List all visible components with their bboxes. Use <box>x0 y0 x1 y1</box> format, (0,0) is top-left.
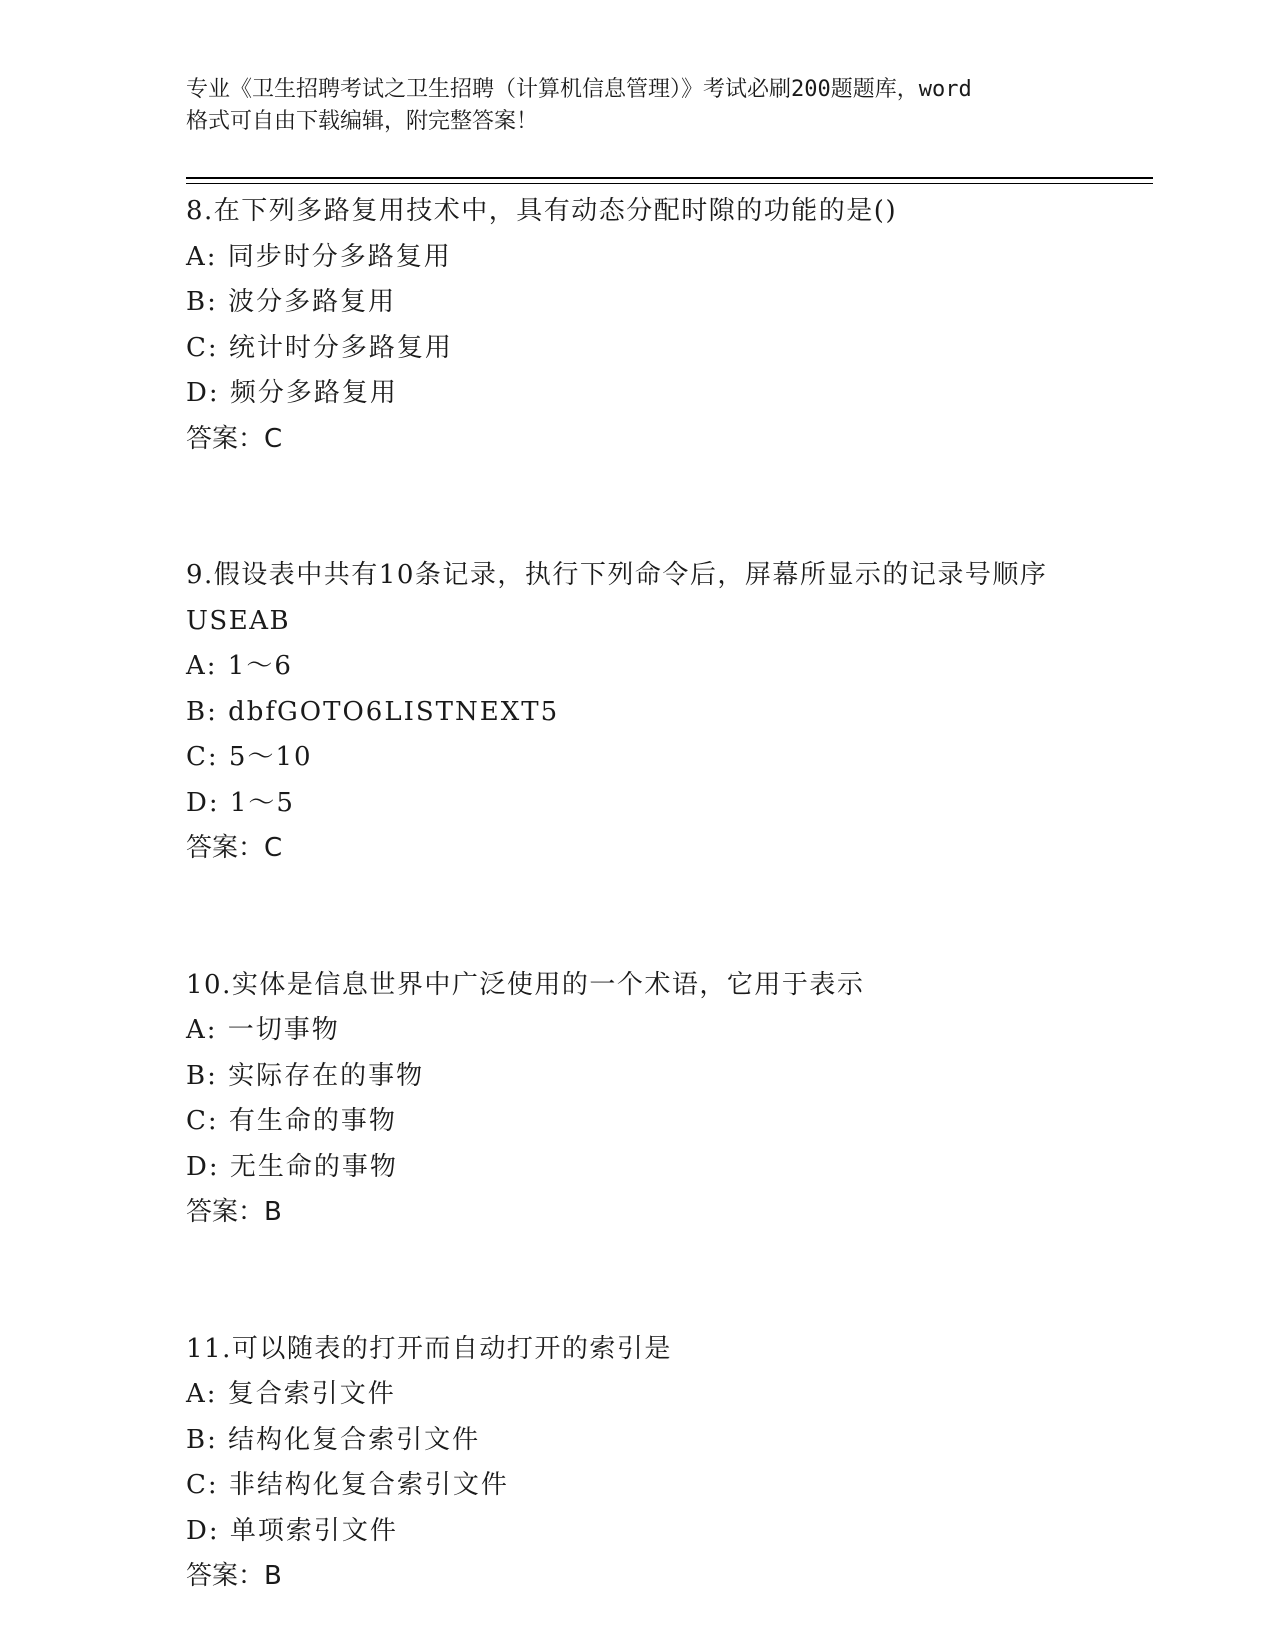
option-a: A: 1～6 <box>186 651 293 681</box>
answer: 答案：B <box>186 1197 282 1227</box>
document-header <box>186 74 1086 138</box>
header-divider-thick <box>186 177 1153 179</box>
header-line-2: 格式可自由下载编辑，附完整答案！ <box>186 109 539 134</box>
question-gap <box>186 1236 1086 1327</box>
header-divider-thin <box>186 183 1153 184</box>
option-b: B: 结构化复合索引文件 <box>186 1424 481 1455</box>
option-d: D: 1～5 <box>186 787 295 818</box>
option-a: A: 一切事物 <box>186 1015 340 1045</box>
question-11 <box>186 1327 1086 1600</box>
option-c: C: 有生命的事物 <box>186 1106 397 1136</box>
answer: 答案：C <box>186 423 283 454</box>
option-d: D: 频分多路复用 <box>186 378 398 408</box>
option-d: D: 单项索引文件 <box>186 1515 398 1546</box>
question-gap <box>186 462 1086 553</box>
option-a: A: 复合索引文件 <box>186 1379 396 1409</box>
option-a: A: 同步时分多路复用 <box>186 241 452 272</box>
option-d: D: 无生命的事物 <box>186 1151 398 1182</box>
question-8 <box>186 189 1086 462</box>
question-text: 9.假设表中共有10条记录，执行下列命令后，屏幕所显示的记录号顺序USEAB <box>186 560 1048 636</box>
question-list <box>186 189 1086 1600</box>
question-text: 8.在下列多路复用技术中，具有动态分配时隙的功能的是() <box>186 196 898 226</box>
header-line-1: 专业《卫生招聘考试之卫生招聘（计算机信息管理）》考试必刷200题题库，word <box>186 77 972 102</box>
question-text: 10.实体是信息世界中广泛使用的一个术语，它用于表示 <box>186 969 865 1000</box>
answer: 答案：B <box>186 1561 282 1591</box>
answer: 答案：C <box>186 833 283 863</box>
option-b: B: 实际存在的事物 <box>186 1060 425 1091</box>
option-c: C: 非结构化复合索引文件 <box>186 1470 509 1500</box>
option-c: C: 5～10 <box>186 742 313 772</box>
option-b: B: 波分多路复用 <box>186 287 397 317</box>
question-10 <box>186 963 1086 1236</box>
question-gap <box>186 872 1086 963</box>
option-b: B: dbfGOTO6LISTNEXT5 <box>186 696 560 727</box>
question-text: 11.可以随表的打开而自动打开的索引是 <box>186 1333 672 1364</box>
question-9 <box>186 553 1086 872</box>
option-c: C: 统计时分多路复用 <box>186 332 453 363</box>
